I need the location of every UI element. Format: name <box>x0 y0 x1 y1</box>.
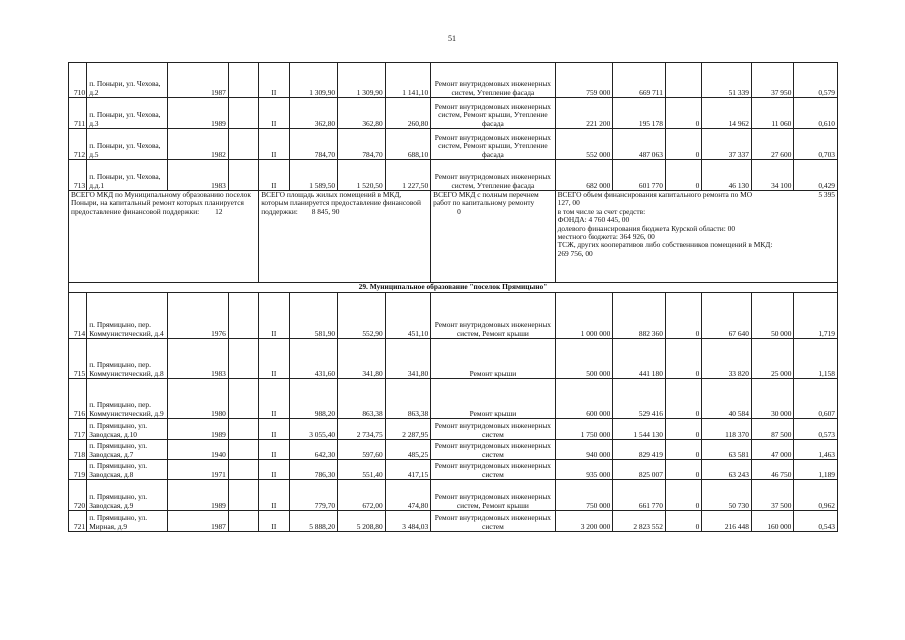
works-cell: Ремонт внутридомовых инженерных систем, Ремонт крыши, Утепление фасада <box>431 98 555 129</box>
area-residential-cell: 1 520,50 <box>338 160 386 191</box>
section-title: 29. Муниципальное образование "поселок Прямицыно" <box>69 283 838 293</box>
cost-total-cell: 500 000 <box>555 339 613 379</box>
summary-financing-line: в том числе за счет средств: <box>557 206 646 216</box>
oblast-budget-cell <box>665 63 701 98</box>
cost-total-cell: 682 000 <box>555 160 613 191</box>
works-cell: Ремонт внутридомовых инженерных систем <box>431 440 555 460</box>
year-cell: 1987 <box>168 63 229 98</box>
summary-row <box>69 191 838 283</box>
local-budget-cell: 51 339 <box>702 63 752 98</box>
summary-mkd-count-value: 12 <box>215 206 223 216</box>
local-budget-cell: 67 640 <box>702 293 752 339</box>
summary-financing-line: ФОНДА: 4 760 445, 00 <box>557 215 630 225</box>
area-private-cell: 1 141,10 <box>385 63 431 98</box>
class-cell: II <box>259 379 289 419</box>
empty-cell <box>228 339 258 379</box>
empty-cell <box>228 160 258 191</box>
oblast-budget-cell: 0 <box>665 98 701 129</box>
works-cell: Ремонт внутридомовых инженерных систем <box>431 460 555 480</box>
local-budget-cell: 46 130 <box>702 160 752 191</box>
summary-full-works <box>431 191 555 283</box>
summary-area-value: 8 845, 90 <box>311 206 340 216</box>
owners-cell: 34 100 <box>751 160 793 191</box>
cost-per-m2-cell: 0,573 <box>794 419 838 440</box>
owners-cell: 160 000 <box>751 511 793 532</box>
oblast-budget-cell: 0 <box>665 293 701 339</box>
owners-cell: 27 600 <box>751 129 793 160</box>
row-number: 717 <box>69 419 87 440</box>
cost-per-m2-cell: 1,189 <box>794 460 838 480</box>
year-cell: 1976 <box>168 293 229 339</box>
fund-cell: 195 178 <box>613 98 666 129</box>
row-number: 715 <box>69 339 87 379</box>
works-cell: Ремонт внутридомовых инженерных систем, Утепление фасада <box>431 63 555 98</box>
row-number: 710 <box>69 63 87 98</box>
class-cell: II <box>259 460 289 480</box>
cost-total-cell: 1 750 000 <box>555 419 613 440</box>
year-cell: 1971 <box>168 460 229 480</box>
table-row <box>69 480 838 511</box>
owners-cell: 11 060 <box>751 98 793 129</box>
table-row <box>69 379 838 419</box>
owners-cell: 47 000 <box>751 440 793 460</box>
works-cell: Ремонт внутридомовых инженерных систем, Ремонт крыши, Утепление фасада <box>431 129 555 160</box>
works-cell: Ремонт внутридомовых инженерных систем, Ремонт крыши <box>431 293 555 339</box>
class-cell: II <box>259 63 289 98</box>
row-number: 713 <box>69 160 87 191</box>
year-cell: 1989 <box>168 480 229 511</box>
class-cell: II <box>259 339 289 379</box>
year-cell: 1983 <box>168 339 229 379</box>
area-residential-cell: 552,90 <box>338 293 386 339</box>
area-residential-cell: 1 309,90 <box>338 63 386 98</box>
local-budget-cell: 33 820 <box>702 339 752 379</box>
area-private-cell: 417,15 <box>385 460 431 480</box>
class-cell: II <box>259 129 289 160</box>
table-row <box>69 98 838 129</box>
cost-total-cell: 600 000 <box>555 379 613 419</box>
fund-cell: 661 770 <box>613 480 666 511</box>
area-private-cell: 474,80 <box>385 480 431 511</box>
fund-cell: 441 180 <box>613 339 666 379</box>
area-private-cell: 688,10 <box>385 129 431 160</box>
empty-cell <box>228 98 258 129</box>
summary-financing-line: долевого финансирования бюджета Курской области: 00 <box>557 223 736 233</box>
owners-cell: 50 000 <box>751 293 793 339</box>
works-cell: Ремонт крыши <box>431 379 555 419</box>
area-private-cell: 863,38 <box>385 379 431 419</box>
area-residential-cell: 2 734,75 <box>338 419 386 440</box>
row-number: 720 <box>69 480 87 511</box>
summary-financing-line: 269 756, 00 <box>557 248 593 258</box>
area-total-cell: 5 888,20 <box>289 511 338 532</box>
address-cell: п. Прямицыно, ул. Заводская, д.10 <box>87 419 168 440</box>
class-cell: II <box>259 160 289 191</box>
row-number: 712 <box>69 129 87 160</box>
oblast-budget-cell: 0 <box>665 440 701 460</box>
cost-total-cell: 552 000 <box>555 129 613 160</box>
area-total-cell: 642,30 <box>289 440 338 460</box>
fund-cell: 1 544 130 <box>613 419 666 440</box>
table-row <box>69 129 838 160</box>
year-cell: 1983 <box>168 160 229 191</box>
table-row <box>69 339 838 379</box>
area-residential-cell: 362,80 <box>338 98 386 129</box>
table-row <box>69 440 838 460</box>
summary-financing-line: ТСЖ, других кооперативов либо собственников помещений в МКД: <box>557 240 773 250</box>
row-number: 721 <box>69 511 87 532</box>
area-private-cell: 485,25 <box>385 440 431 460</box>
cost-per-m2-cell: 1,719 <box>794 293 838 339</box>
table-row <box>69 293 838 339</box>
summary-financing-value-b: 127, 00 <box>557 198 580 208</box>
row-number: 716 <box>69 379 87 419</box>
cost-per-m2-cell: 0,607 <box>794 379 838 419</box>
oblast-budget-cell: 0 <box>665 419 701 440</box>
summary-mkd-count-text: ВСЕГО МКД по Муниципальному образованию поселок Поныри, на капитальный ремонт которых планируется предоставление финансовой поддержки: <box>71 190 251 216</box>
empty-cell <box>228 511 258 532</box>
cost-total-cell: 3 200 000 <box>555 511 613 532</box>
cost-per-m2-cell: 0,543 <box>794 511 838 532</box>
class-cell: II <box>259 98 289 129</box>
repair-program-table <box>68 62 838 532</box>
empty-cell <box>228 63 258 98</box>
oblast-budget-cell: 0 <box>665 379 701 419</box>
summary-financing-line: местного бюджета: 364 926, 00 <box>557 232 655 242</box>
summary-financing <box>555 191 837 283</box>
empty-cell <box>228 460 258 480</box>
address-cell: п. Прямицыно, ул. Заводская, д.9 <box>87 480 168 511</box>
table-row <box>69 160 838 191</box>
summary-full-works-text: ВСЕГО МКД с полным перечнем работ по капитальному ремонту <box>433 190 539 208</box>
class-cell: II <box>259 419 289 440</box>
fund-cell: 825 007 <box>613 460 666 480</box>
owners-cell: 25 000 <box>751 339 793 379</box>
area-total-cell: 431,60 <box>289 339 338 379</box>
page-number: 51 <box>448 34 456 43</box>
year-cell: 1940 <box>168 440 229 460</box>
area-residential-cell: 784,70 <box>338 129 386 160</box>
local-budget-cell: 63 243 <box>702 460 752 480</box>
works-cell: Ремонт внутридомовых инженерных систем <box>431 419 555 440</box>
area-private-cell: 3 484,03 <box>385 511 431 532</box>
address-cell: п. Прямицыно, ул. Заводская, д.7 <box>87 440 168 460</box>
cost-per-m2-cell: 0,429 <box>794 160 838 191</box>
address-cell: п. Прямицыно, пер. Коммунистический, д.9 <box>87 379 168 419</box>
area-private-cell: 2 287,95 <box>385 419 431 440</box>
class-cell: II <box>259 293 289 339</box>
year-cell: 1980 <box>168 379 229 419</box>
works-cell: Ремонт крыши <box>431 339 555 379</box>
address-cell: п. Поныри, ул. Чехова, д.5 <box>87 129 168 160</box>
table-row <box>69 460 838 480</box>
fund-cell: 2 823 552 <box>613 511 666 532</box>
summary-financing-value-a: 5 395 <box>818 190 835 199</box>
row-number: 714 <box>69 293 87 339</box>
owners-cell: 87 500 <box>751 419 793 440</box>
summary-area <box>259 191 431 283</box>
area-residential-cell: 863,38 <box>338 379 386 419</box>
fund-cell: 882 360 <box>613 293 666 339</box>
table-row <box>69 63 838 98</box>
works-cell: Ремонт внутридомовых инженерных систем, Утепление фасада <box>431 160 555 191</box>
cost-total-cell: 1 000 000 <box>555 293 613 339</box>
area-residential-cell: 341,80 <box>338 339 386 379</box>
owners-cell: 46 750 <box>751 460 793 480</box>
empty-cell <box>228 440 258 460</box>
area-total-cell: 1 589,50 <box>289 160 338 191</box>
empty-cell <box>228 293 258 339</box>
row-number: 718 <box>69 440 87 460</box>
oblast-budget-cell: 0 <box>665 339 701 379</box>
row-number: 719 <box>69 460 87 480</box>
empty-cell <box>228 419 258 440</box>
local-budget-cell: 63 581 <box>702 440 752 460</box>
area-total-cell: 786,30 <box>289 460 338 480</box>
cost-per-m2-cell: 0,962 <box>794 480 838 511</box>
address-cell: п. Поныри, ул. Чехова, д.2 <box>87 63 168 98</box>
year-cell: 1987 <box>168 511 229 532</box>
section-header-row <box>69 283 838 293</box>
row-number: 711 <box>69 98 87 129</box>
fund-cell: 601 770 <box>613 160 666 191</box>
fund-cell: 529 416 <box>613 379 666 419</box>
summary-financing-title: ВСЕГО объем финансирования капитального ремонта по МО <box>557 190 753 199</box>
table-row <box>69 511 838 532</box>
address-cell: п. Прямицыно, пер. Коммунистический, д.4 <box>87 293 168 339</box>
address-cell: п. Прямицыно, ул. Мирная, д.9 <box>87 511 168 532</box>
owners-cell: 30 000 <box>751 379 793 419</box>
empty-cell <box>228 379 258 419</box>
area-total-cell: 362,80 <box>289 98 338 129</box>
cost-per-m2-cell: 1,158 <box>794 339 838 379</box>
area-residential-cell: 672,00 <box>338 480 386 511</box>
cost-total-cell: 940 000 <box>555 440 613 460</box>
empty-cell <box>228 129 258 160</box>
area-private-cell: 451,10 <box>385 293 431 339</box>
cost-total-cell: 221 200 <box>555 98 613 129</box>
local-budget-cell: 216 448 <box>702 511 752 532</box>
local-budget-cell: 14 962 <box>702 98 752 129</box>
oblast-budget-cell: 0 <box>665 460 701 480</box>
area-total-cell: 1 309,90 <box>289 63 338 98</box>
owners-cell: 37 950 <box>751 63 793 98</box>
summary-full-works-value: 0 <box>457 206 461 216</box>
year-cell: 1989 <box>168 419 229 440</box>
works-cell: Ремонт внутридомовых инженерных систем <box>431 511 555 532</box>
fund-cell: 487 063 <box>613 129 666 160</box>
works-cell: Ремонт внутридомовых инженерных систем, Ремонт крыши <box>431 480 555 511</box>
table-row <box>69 419 838 440</box>
oblast-budget-cell: 0 <box>665 129 701 160</box>
cost-total-cell: 935 000 <box>555 460 613 480</box>
address-cell: п. Прямицыно, ул. Заводская, д.8 <box>87 460 168 480</box>
year-cell: 1982 <box>168 129 229 160</box>
area-total-cell: 779,70 <box>289 480 338 511</box>
oblast-budget-cell: 0 <box>665 160 701 191</box>
owners-cell: 37 500 <box>751 480 793 511</box>
summary-area-text: ВСЕГО площадь жилых помещений в МКД, которым планируется предоставление финансовой поддержки: <box>261 190 421 216</box>
oblast-budget-cell: 0 <box>665 480 701 511</box>
area-total-cell: 581,90 <box>289 293 338 339</box>
empty-cell <box>228 480 258 511</box>
area-total-cell: 988,20 <box>289 379 338 419</box>
class-cell: II <box>259 480 289 511</box>
cost-per-m2-cell: 1,463 <box>794 440 838 460</box>
area-residential-cell: 5 208,80 <box>338 511 386 532</box>
cost-per-m2-cell: 0,579 <box>794 63 838 98</box>
local-budget-cell: 50 730 <box>702 480 752 511</box>
address-cell: п. Прямицыно, пер. Коммунистический, д.8 <box>87 339 168 379</box>
area-private-cell: 1 227,50 <box>385 160 431 191</box>
local-budget-cell: 40 584 <box>702 379 752 419</box>
cost-total-cell: 759 000 <box>555 63 613 98</box>
local-budget-cell: 118 370 <box>702 419 752 440</box>
area-total-cell: 3 055,40 <box>289 419 338 440</box>
cost-per-m2-cell: 0,703 <box>794 129 838 160</box>
local-budget-cell: 37 337 <box>702 129 752 160</box>
oblast-budget-cell: 0 <box>665 511 701 532</box>
year-cell: 1989 <box>168 98 229 129</box>
address-cell: п. Поныри, ул. Чехова, д.3 <box>87 98 168 129</box>
summary-mkd-count <box>69 191 259 283</box>
address-cell: п. Поныри, ул. Чехова, д.д.1 <box>87 160 168 191</box>
area-private-cell: 341,80 <box>385 339 431 379</box>
fund-cell: 829 419 <box>613 440 666 460</box>
cost-total-cell: 750 000 <box>555 480 613 511</box>
area-private-cell: 260,80 <box>385 98 431 129</box>
area-residential-cell: 597,60 <box>338 440 386 460</box>
cost-per-m2-cell: 0,610 <box>794 98 838 129</box>
area-total-cell: 784,70 <box>289 129 338 160</box>
area-residential-cell: 551,40 <box>338 460 386 480</box>
fund-cell: 669 711 <box>613 63 666 98</box>
class-cell: II <box>259 440 289 460</box>
class-cell: II <box>259 511 289 532</box>
